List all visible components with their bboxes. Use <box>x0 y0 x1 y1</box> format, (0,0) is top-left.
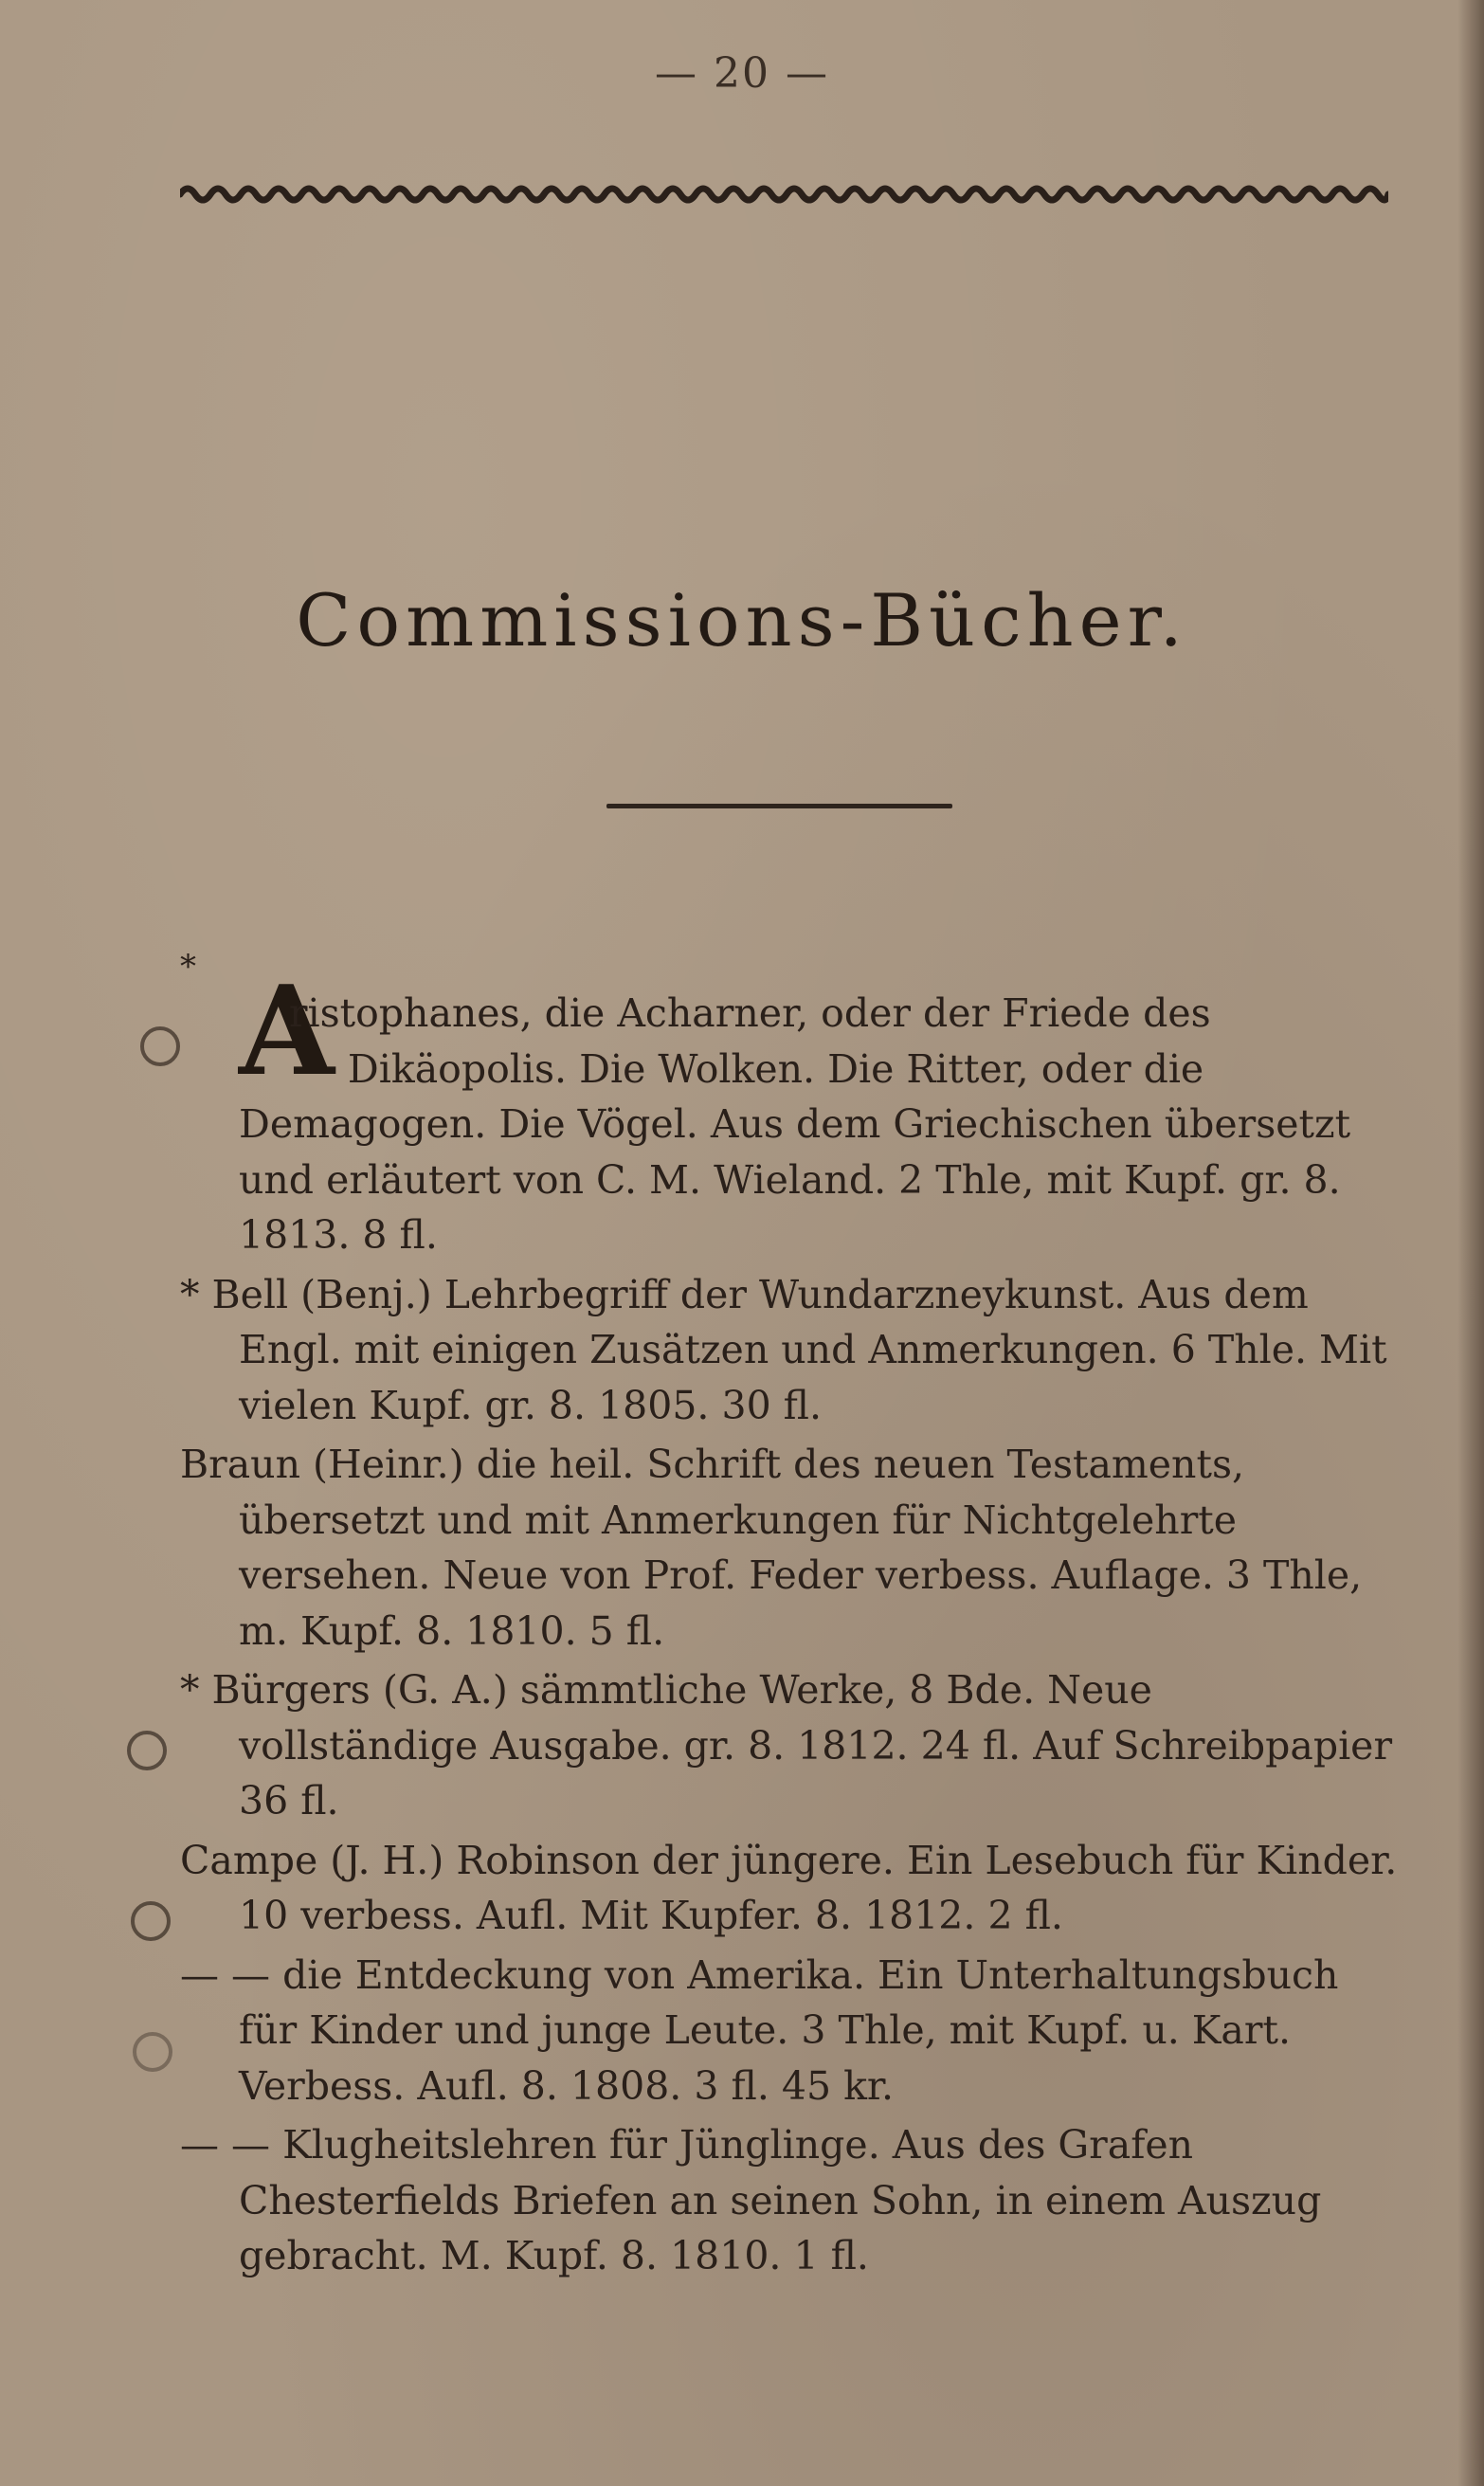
book-entry: Braun (Heinr.) die heil. Schrift des neuen Testaments, übersetzt und mit Anmerkungen für Nichtgelehrte versehen. Neue von Prof. Feder verbess. Auflage. 3 Thle, m. Kupf. 8. 1810. 5 fl. <box>180 1442 1363 1654</box>
ornamental-border <box>180 175 1388 213</box>
book-entry: * Bürgers (G. A.) sämmtliche Werke, 8 Bde. Neue vollständige Ausgabe. gr. 8. 1812. 24 fl. Auf Schreibpapier 36 fl. <box>180 1667 1393 1824</box>
heading-rule <box>606 804 952 808</box>
book-entry <box>180 958 1403 1263</box>
drop-initial: A <box>239 958 335 1103</box>
handwritten-circle-mark <box>127 1731 167 1770</box>
handwritten-circle-mark <box>131 1901 171 1941</box>
handwritten-circle-mark <box>140 1026 180 1066</box>
book-entry: — — Klugheitslehren für Jünglinge. Aus des Grafen Chesterfields Briefen an seinen Sohn, in einem Auszug gebracht. M. Kupf. 8. 1810. 1 fl. <box>180 2122 1322 2278</box>
page-edge-shadow <box>1457 0 1484 2486</box>
book-entry: * Bell (Benj.) Lehrbegriff der Wundarzneykunst. Aus dem Engl. mit einigen Zusätzen und Anmerkungen. 6 Thle. Mit vielen Kupf. gr. 8. 1805. 30 fl. <box>180 1271 1387 1428</box>
handwritten-circle-mark <box>133 2032 172 2072</box>
book-entry: — — die Entdeckung von Amerika. Ein Unterhaltungsbuch für Kinder und junge Leute. 3 Thle, mit Kupf. u. Kart. Verbess. Aufl. 8. 1808. 3 fl. 45 kr. <box>180 1951 1339 2109</box>
book-list <box>180 958 1403 2288</box>
entry-text: ristophanes, die Acharner, oder der Friede des Dikäopolis. Die Wolken. Die Ritter, oder die Demagogen. Die Vögel. Aus dem Griechischen übersetzt und erläutert von C. M. Wieland. 2 Thle, mit Kupf. gr. 8. 1813. 8 fl. <box>239 990 1351 1258</box>
asterisk-mark: * <box>180 948 196 986</box>
page-number: — 20 — <box>655 49 829 98</box>
book-entry: Campe (J. H.) Robinson der jüngere. Ein Lesebuch für Kinder. 10 verbess. Aufl. Mit Kupfer. 8. 1812. 2 fl. <box>180 1837 1398 1938</box>
section-heading: Commissions-Bücher. <box>296 578 1188 662</box>
